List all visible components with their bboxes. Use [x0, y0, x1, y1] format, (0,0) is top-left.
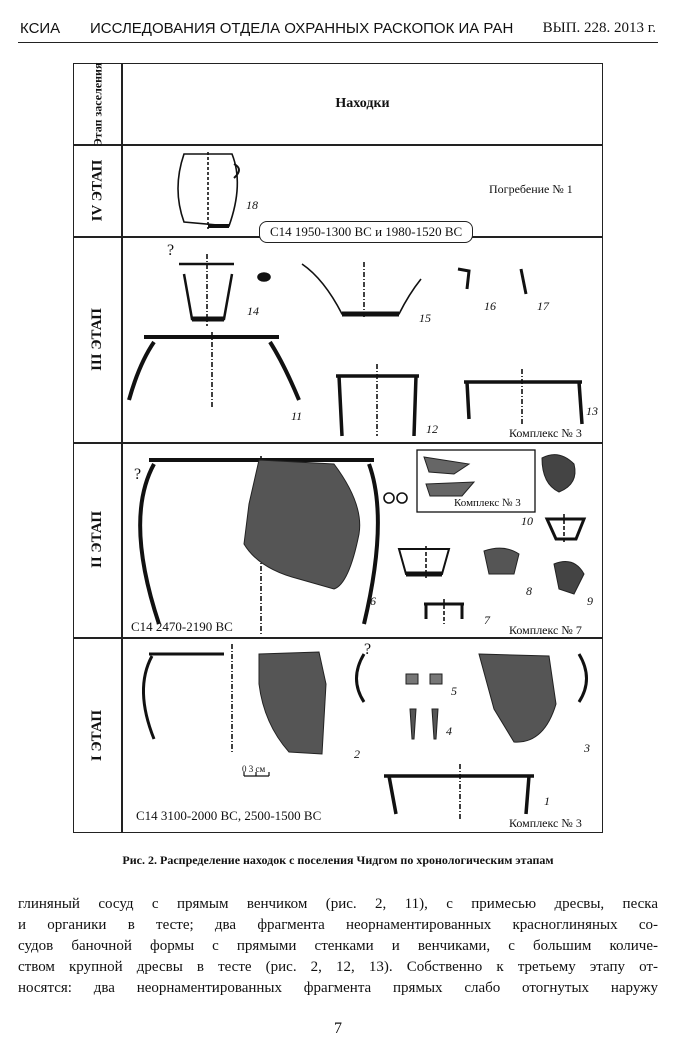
find-number: 8: [526, 584, 532, 598]
running-header: [18, 18, 658, 43]
figure-caption: Рис. 2. Распределение находок с поселения Чидгом по хронологическим этапам: [122, 853, 554, 867]
find-number: 6: [370, 594, 376, 608]
body-text: [18, 894, 658, 999]
body-line: ством крупной дресвы в тесте (рис. 2, 12, 13). Собственно к третьему этапу от-: [18, 959, 658, 975]
stage-column-header: Этап заселения: [90, 62, 104, 146]
find-number: 17: [537, 299, 549, 313]
finds-drawings: [74, 64, 604, 834]
find-number: 14: [247, 304, 259, 318]
c14-date-stage-2: С14 2470-2190 ВС: [131, 619, 233, 634]
figure-table: [73, 63, 603, 833]
find-number: 13: [586, 404, 598, 418]
body-line: судов баночной формы с прямыми стенками и венчиками, с большим количе-: [18, 938, 658, 954]
body-line: носятся: два неорнаментированных фрагмента прямых слабо отогнутых наружу: [18, 980, 658, 996]
body-line: глиняный сосуд с прямым венчиком (рис. 2, 11), с примесью дресвы, песка: [18, 896, 658, 912]
find-number: 10: [521, 514, 533, 528]
question-mark: ?: [167, 242, 175, 259]
find-number: 7: [484, 613, 490, 627]
sherd-2: [259, 652, 326, 754]
finds-column-header: Находки: [335, 96, 390, 111]
stage-label-4: IV ЭТАП: [89, 159, 105, 221]
c14-date-stage-1: С14 3100-2000 ВС, 2500-1500 ВС: [136, 808, 322, 823]
issue-info: ВЫП. 228. 2013 г.: [542, 20, 656, 36]
find-number: 15: [419, 311, 431, 325]
find-number: 12: [426, 422, 438, 436]
find-number: 2: [354, 747, 360, 761]
find-number: 5: [451, 684, 457, 698]
burial-label: Погребение № 1: [489, 182, 573, 196]
complex-label: Комплекс № 3: [454, 497, 521, 509]
find-number: 3: [584, 741, 590, 755]
stage-label-3: III ЭТАП: [89, 307, 106, 371]
find-number: 1: [544, 794, 550, 808]
stage-label-1: I ЭТАП: [89, 709, 105, 762]
find-number: 9: [587, 594, 593, 608]
find-number: 16: [484, 299, 496, 313]
find-number: 18: [246, 198, 258, 212]
series-title: ИССЛЕДОВАНИЯ ОТДЕЛА ОХРАННЫХ РАСКОПОК ИА РАН: [90, 20, 514, 37]
scale-label: 0 3 см: [242, 764, 266, 774]
body-line: и органики в тесте; два фрагмента неорнаментированных красноглиняных со-: [18, 917, 658, 933]
page-number: 7: [334, 1020, 342, 1037]
sherd-3: [479, 654, 556, 742]
find-number: 11: [291, 409, 303, 423]
complex-label: Комплекс № 3: [509, 816, 582, 830]
complex-label: Комплекс № 3: [509, 426, 582, 440]
journal-abbrev: КСИА: [20, 20, 61, 37]
find-number: 4: [446, 724, 452, 738]
stage-label-2: II ЭТАП: [89, 511, 106, 568]
question-mark: ?: [134, 466, 142, 483]
question-mark: ?: [364, 641, 372, 658]
complex-label: Комплекс № 7: [509, 623, 582, 637]
c14-date-stage-4: С14 1950-1300 ВС и 1980-1520 ВС: [259, 221, 473, 243]
